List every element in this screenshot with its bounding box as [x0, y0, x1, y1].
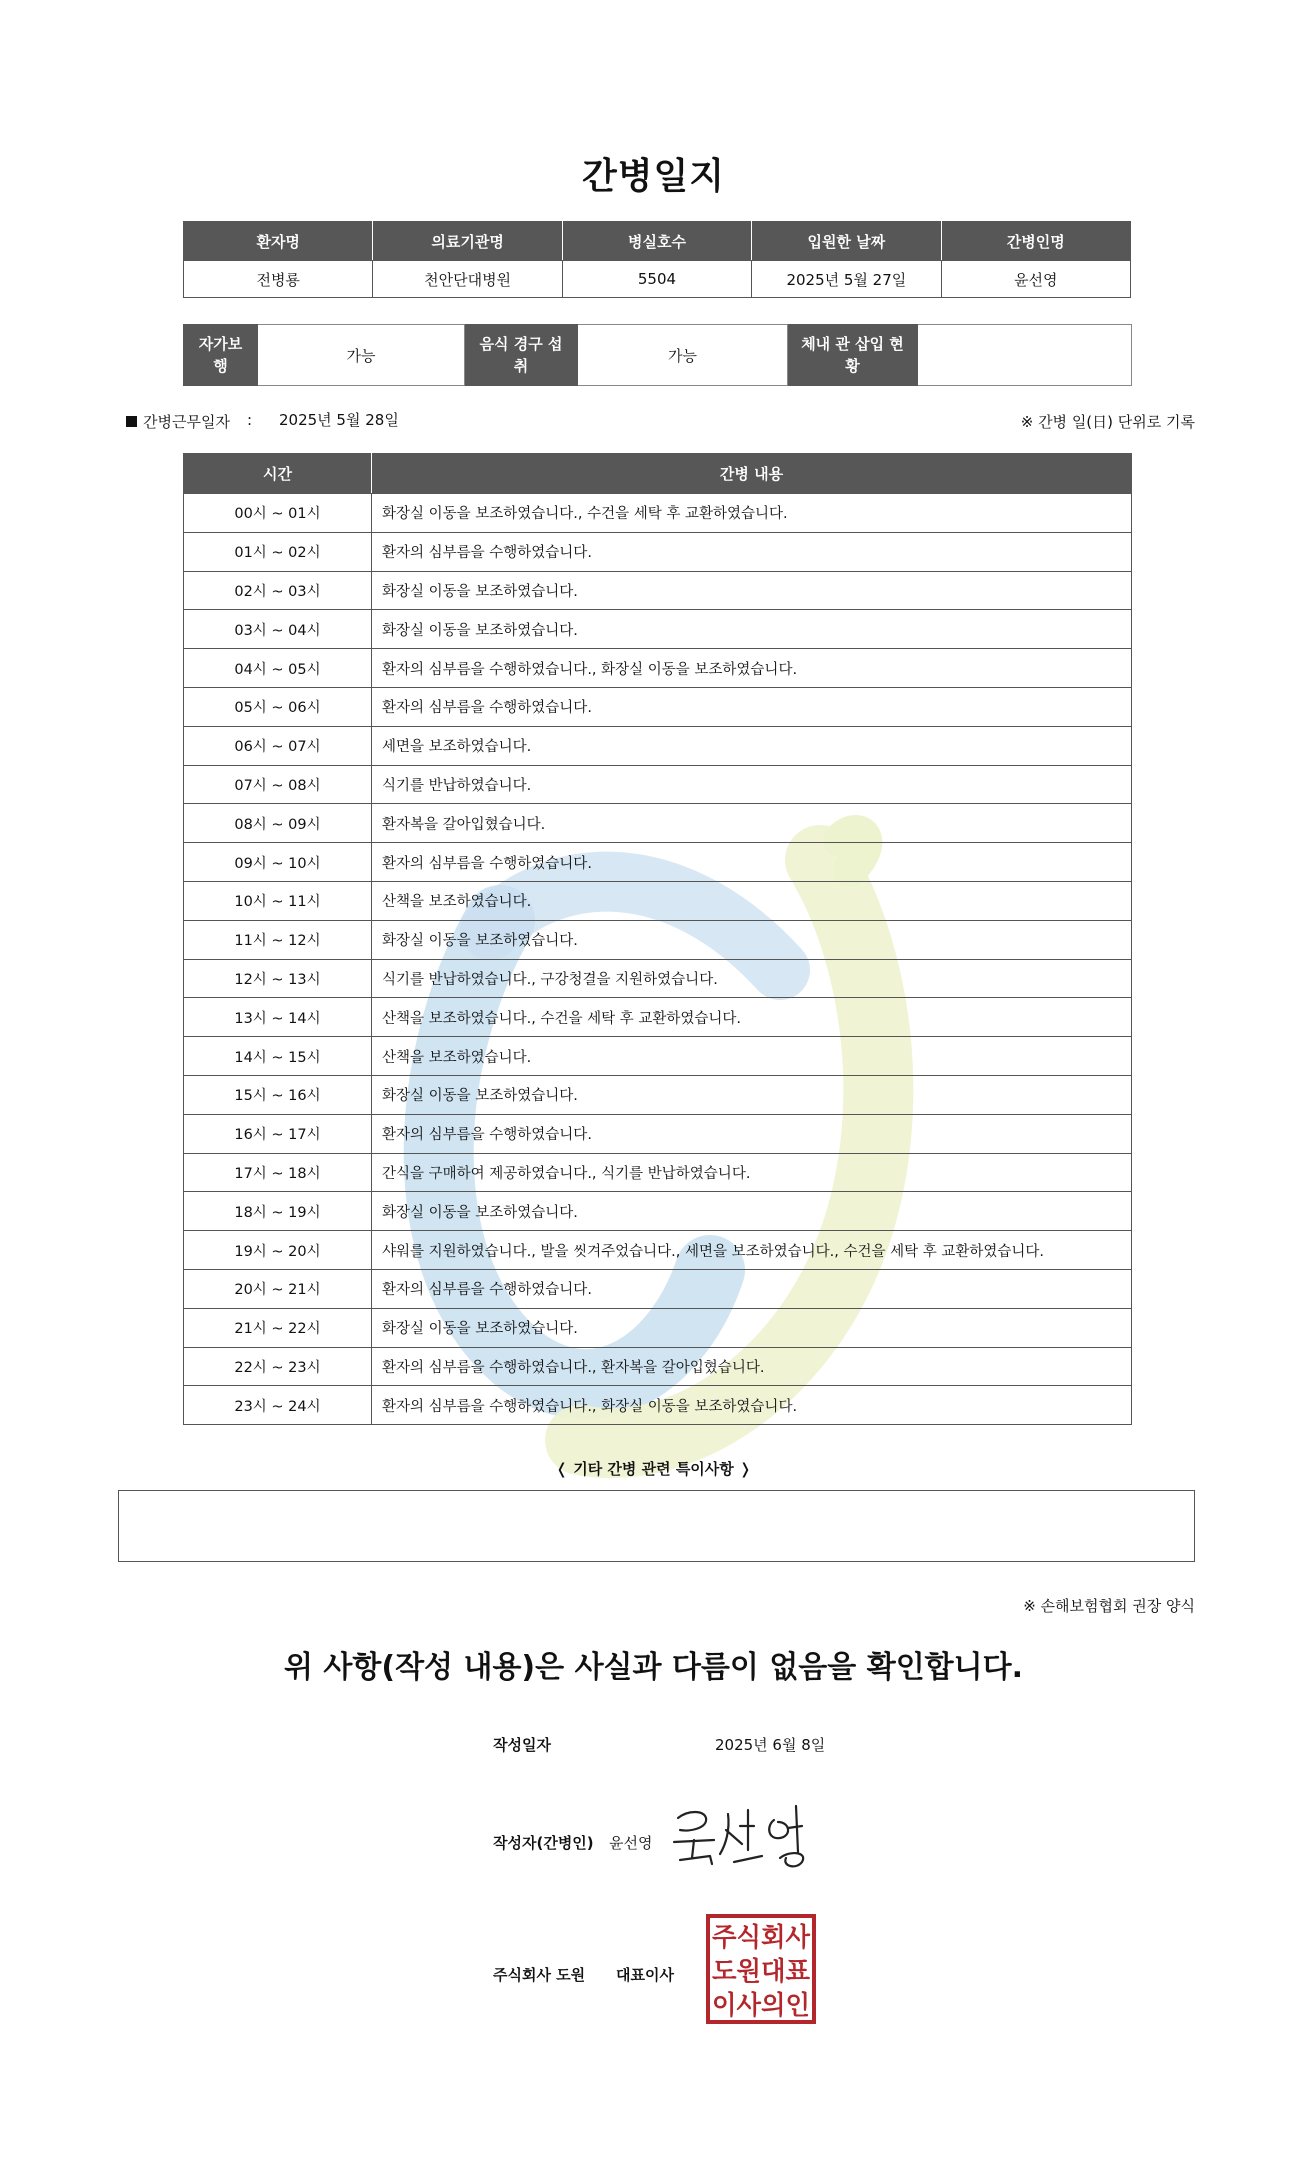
care-log-content: 산책을 보조하였습니다.: [372, 881, 1132, 920]
care-log-content: 화장실 이동을 보조하였습니다.: [372, 571, 1132, 610]
care-log-time: 08시 ~ 09시: [184, 804, 372, 843]
care-log-time: 11시 ~ 12시: [184, 920, 372, 959]
caregiver-name: 윤선영: [941, 261, 1130, 298]
care-log-header-row: [184, 454, 1132, 494]
special-notes-box: [118, 1490, 1195, 1562]
status-row: [184, 325, 1132, 386]
write-date-value: 2025년 6월 8일: [715, 1736, 826, 1754]
patient-info-table: [183, 221, 1131, 298]
care-log-row: [184, 494, 1132, 533]
header-time: 시간: [184, 454, 372, 494]
work-date-colon: :: [247, 411, 253, 429]
care-log-time: 17시 ~ 18시: [184, 1153, 372, 1192]
patient-info-value-row: [184, 261, 1131, 298]
header-room: 병실호수: [562, 222, 751, 261]
care-log-content: 샤워를 지원하였습니다., 발을 씻겨주었습니다., 세면을 보조하였습니다., 수건을 세탁 후 교환하였습니다.: [372, 1231, 1132, 1270]
care-log-content: 환자의 심부름을 수행하였습니다.: [372, 843, 1132, 882]
header-caregiver: 간병인명: [941, 222, 1130, 261]
header-content: 간병 내용: [372, 454, 1132, 494]
care-log-time: 06시 ~ 07시: [184, 726, 372, 765]
care-log-content: 식기를 반납하였습니다., 구강청결을 지원하였습니다.: [372, 959, 1132, 998]
care-log-row: [184, 610, 1132, 649]
care-log-time: 23시 ~ 24시: [184, 1386, 372, 1425]
company-seal-icon: [705, 1913, 817, 2025]
care-log-content: 화장실 이동을 보조하였습니다.: [372, 920, 1132, 959]
care-log-time: 13시 ~ 14시: [184, 998, 372, 1037]
care-log-row: [184, 1037, 1132, 1076]
care-log-table: [183, 453, 1132, 1425]
walk-value: 가능: [258, 325, 465, 386]
svg-text:도원대표: 도원대표: [712, 1957, 813, 1987]
writer-label: 작성자(간병인): [493, 1834, 594, 1852]
admission-date: 2025년 5월 27일: [752, 261, 941, 298]
care-log-row: [184, 1114, 1132, 1153]
care-log-time: 07시 ~ 08시: [184, 765, 372, 804]
work-date-label-text: 간병근무일자: [143, 413, 230, 431]
care-log-row: [184, 1075, 1132, 1114]
status-table: [183, 324, 1132, 386]
care-log-time: 16시 ~ 17시: [184, 1114, 372, 1153]
care-log-content: 환자의 심부름을 수행하였습니다.: [372, 532, 1132, 571]
care-log-time: 05시 ~ 06시: [184, 687, 372, 726]
care-log-row: [184, 843, 1132, 882]
care-log-row: [184, 998, 1132, 1037]
care-log-content: 환자의 심부름을 수행하였습니다.: [372, 1114, 1132, 1153]
confirmation-statement: 위 사항(작성 내용)은 사실과 다름이 없음을 확인합니다.: [283, 1650, 1024, 1685]
care-log-body: [184, 494, 1132, 1425]
patient-info-header-row: [184, 222, 1131, 261]
care-log-row: [184, 1192, 1132, 1231]
care-log-row: [184, 687, 1132, 726]
write-date-label: 작성일자: [493, 1736, 551, 1754]
care-log-content: 화장실 이동을 보조하였습니다.: [372, 1308, 1132, 1347]
care-log-content: 환자의 심부름을 수행하였습니다.: [372, 687, 1132, 726]
care-log-row: [184, 1269, 1132, 1308]
care-log-time: 21시 ~ 22시: [184, 1308, 372, 1347]
care-log-content: 환자의 심부름을 수행하였습니다., 환자복을 갈아입혔습니다.: [372, 1347, 1132, 1386]
svg-text:주식회사: 주식회사: [712, 1923, 813, 1953]
patient-name: 전병룡: [184, 261, 373, 298]
work-date-value: 2025년 5월 28일: [279, 411, 399, 429]
care-log-time: 00시 ~ 01시: [184, 494, 372, 533]
care-log-content: 환자의 심부름을 수행하였습니다., 화장실 이동을 보조하였습니다.: [372, 649, 1132, 688]
care-log-row: [184, 532, 1132, 571]
hospital-name: 천안단대병원: [373, 261, 562, 298]
company-name: 주식회사 도원: [493, 1966, 586, 1984]
unit-note: ※ 간병 일(日) 단위로 기록: [1020, 413, 1195, 431]
care-log-row: [184, 726, 1132, 765]
care-log-content: 환자복을 갈아입혔습니다.: [372, 804, 1132, 843]
care-log-time: 03시 ~ 04시: [184, 610, 372, 649]
care-log-content: 화장실 이동을 보조하였습니다.: [372, 610, 1132, 649]
tube-label: 체내 관 삽입 현황: [788, 325, 918, 386]
care-log-time: 01시 ~ 02시: [184, 532, 372, 571]
care-log-content: 화장실 이동을 보조하였습니다.: [372, 1192, 1132, 1231]
care-log-row: [184, 959, 1132, 998]
handwritten-signature-icon: [670, 1800, 820, 1872]
care-log-time: 02시 ~ 03시: [184, 571, 372, 610]
care-log-content: 식기를 반납하였습니다.: [372, 765, 1132, 804]
care-log-time: 20시 ~ 21시: [184, 1269, 372, 1308]
oral-value: 가능: [578, 325, 788, 386]
svg-text:이사의인: 이사의인: [712, 1991, 813, 2021]
care-log-time: 18시 ~ 19시: [184, 1192, 372, 1231]
header-admission-date: 입원한 날짜: [752, 222, 941, 261]
care-log-content: 산책을 보조하였습니다.: [372, 1037, 1132, 1076]
ceo-label: 대표이사: [616, 1966, 674, 1984]
special-notes-title: ❬ 기타 간병 관련 특이사항 ❭: [555, 1460, 752, 1478]
care-log-time: 12시 ~ 13시: [184, 959, 372, 998]
header-hospital: 의료기관명: [373, 222, 562, 261]
care-log-time: 04시 ~ 05시: [184, 649, 372, 688]
care-log-content: 환자의 심부름을 수행하였습니다.: [372, 1269, 1132, 1308]
header-patient-name: 환자명: [184, 222, 373, 261]
tube-value: [918, 325, 1132, 386]
care-log-row: [184, 1347, 1132, 1386]
care-log-row: [184, 571, 1132, 610]
care-log-content: 간식을 구매하여 제공하였습니다., 식기를 반납하였습니다.: [372, 1153, 1132, 1192]
care-log-row: [184, 881, 1132, 920]
care-log-time: 22시 ~ 23시: [184, 1347, 372, 1386]
work-date-label: [126, 411, 230, 432]
room-number: 5504: [562, 261, 751, 298]
oral-label: 음식 경구 섭취: [465, 325, 578, 386]
care-log-row: [184, 1386, 1132, 1425]
care-log-row: [184, 649, 1132, 688]
care-log-row: [184, 765, 1132, 804]
care-log-content: 화장실 이동을 보조하였습니다.: [372, 1075, 1132, 1114]
care-log-row: [184, 1308, 1132, 1347]
care-log-row: [184, 1231, 1132, 1270]
care-log-content: 환자의 심부름을 수행하였습니다., 화장실 이동을 보조하였습니다.: [372, 1386, 1132, 1425]
care-log-time: 14시 ~ 15시: [184, 1037, 372, 1076]
care-log-time: 15시 ~ 16시: [184, 1075, 372, 1114]
care-log-content: 산책을 보조하였습니다., 수건을 세탁 후 교환하였습니다.: [372, 998, 1132, 1037]
writer-name: 윤선영: [609, 1834, 653, 1852]
care-log-time: 10시 ~ 11시: [184, 881, 372, 920]
square-bullet-icon: [126, 416, 137, 427]
care-log-content: 화장실 이동을 보조하였습니다., 수건을 세탁 후 교환하였습니다.: [372, 494, 1132, 533]
association-note: ※ 손해보험협회 권장 양식: [1023, 1597, 1195, 1615]
care-log-time: 09시 ~ 10시: [184, 843, 372, 882]
care-log-content: 세면을 보조하였습니다.: [372, 726, 1132, 765]
care-log-row: [184, 1153, 1132, 1192]
care-log-time: 19시 ~ 20시: [184, 1231, 372, 1270]
care-log-row: [184, 920, 1132, 959]
care-log-row: [184, 804, 1132, 843]
document-title: 간병일지: [581, 156, 726, 197]
walk-label: 자가보행: [184, 325, 258, 386]
